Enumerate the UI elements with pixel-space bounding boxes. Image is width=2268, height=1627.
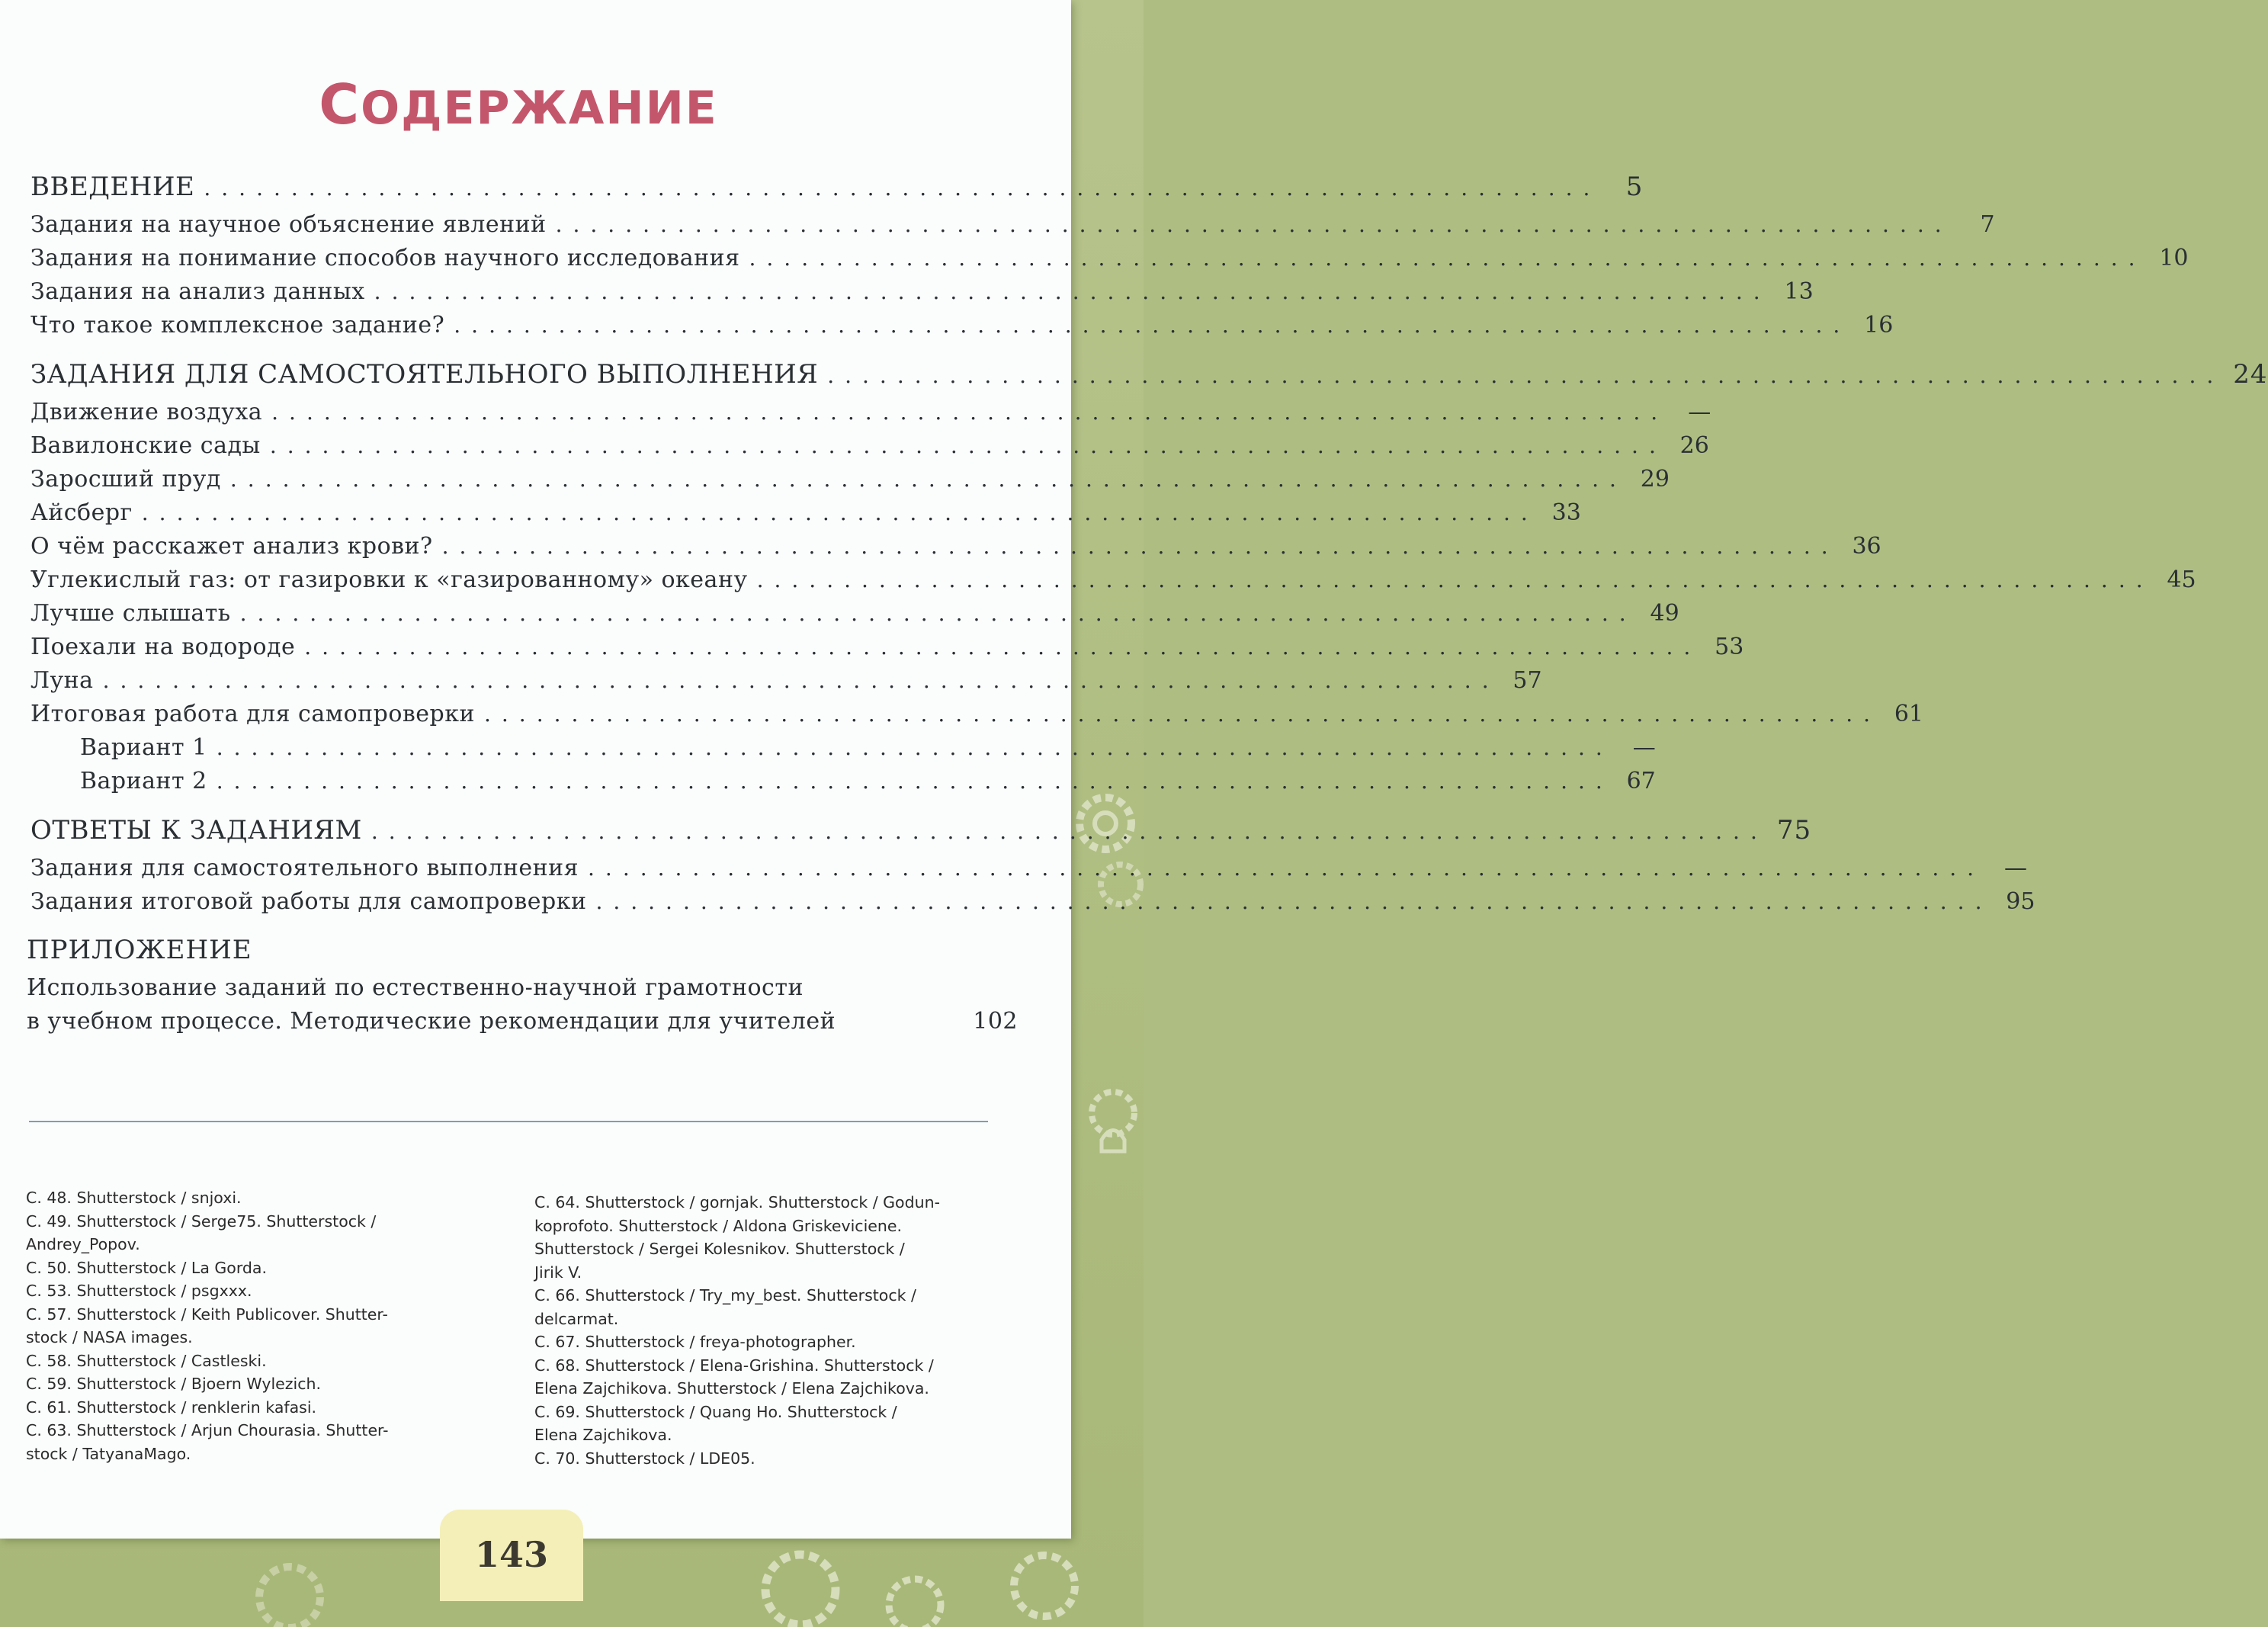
credit-line: С. 70. Shutterstock / LDE05. [534, 1449, 755, 1468]
toc-entry-label: Вариант 1 [80, 734, 207, 761]
credit-line: С. 58. Shutterstock / Castleski. [26, 1351, 267, 1370]
toc-entry-label: Что такое комплексное задание? [30, 312, 445, 339]
appendix-text-line-1: Использование заданий по естественно-научной грамотности [27, 974, 804, 1001]
toc-leader-dots: ................................................................................ [555, 212, 1952, 237]
divider-line [29, 1121, 988, 1122]
toc-entry-label: Движение воздуха [30, 399, 263, 425]
toc-entry-page: 61 [1894, 701, 1924, 727]
toc-entry-page: 10 [2159, 245, 2189, 271]
photo-credits-left [26, 1186, 483, 1465]
toc-entry-page: — [2004, 855, 2028, 881]
toc-leader-dots: ................................................................................ [229, 467, 1627, 492]
toc-entry-page: 24 [2233, 359, 2268, 390]
credit-line: С. 49. Shutterstock / Serge75. Shutterstock / [26, 1211, 377, 1231]
toc-entry-label: ВВЕДЕНИЕ [30, 172, 195, 202]
toc-leader-dots: ................................................................................ [588, 855, 1985, 881]
toc-leader-dots: ................................................................................ [441, 534, 1839, 559]
credit-line: koprofoto. Shutterstock / Aldona Griskeviciene. [534, 1216, 903, 1235]
toc-entry-label: Вавилонские сады [30, 432, 261, 459]
toc-entry [30, 211, 1995, 245]
credit-line: С. 69. Shutterstock / Quang Ho. Shutterstock / [534, 1402, 897, 1421]
toc-entry-page: 16 [1864, 312, 1894, 339]
toc-leader-dots: ................................................................................ [216, 769, 1613, 794]
credit-line: Shutterstock / Sergei Kolesnikov. Shutterstock / [534, 1240, 905, 1258]
credit-line: С. 57. Shutterstock / Keith Publicover. Shutter- [26, 1304, 388, 1324]
toc-entry-page: — [1688, 399, 1711, 425]
toc-entry [30, 566, 2196, 600]
toc-entry-label: Заросший пруд [30, 466, 221, 493]
toc-entry [30, 734, 1656, 768]
toc-entry [30, 855, 2028, 888]
toc-entry-page: 57 [1513, 667, 1542, 694]
credit-line: С. 50. Shutterstock / La Gorda. [26, 1258, 268, 1277]
toc-entry [30, 432, 1709, 466]
toc-entry-label: Задания для самостоятельного выполнения [30, 855, 579, 881]
credit-line: С. 63. Shutterstock / Arjun Chourasia. Shutter- [26, 1421, 389, 1439]
page-title-rest: ОДЕРЖАНИЕ [361, 82, 718, 135]
toc-entry-page: 49 [1650, 600, 1679, 627]
toc-entry [30, 399, 1711, 432]
appendix-section [27, 935, 1018, 1041]
toc-leader-dots: ................................................................................ [595, 889, 1993, 914]
toc-entry [30, 245, 2189, 278]
credit-line: С. 67. Shutterstock / freya-photographer. [534, 1333, 856, 1351]
page-number: 143 [474, 1534, 549, 1575]
toc-entry-page: 36 [1852, 533, 1881, 560]
toc-entry-label: Задания на научное объяснение явлений [30, 211, 547, 238]
toc-leader-dots: ................................................................................ [271, 400, 1669, 425]
toc-leader-dots: ................................................................................ [141, 500, 1538, 525]
page-title: СОДЕРЖАНИЕ [319, 72, 718, 136]
appendix-page-number: 102 [973, 1008, 1018, 1035]
toc-entry [30, 172, 1644, 211]
photo-credits-right [534, 1191, 1022, 1470]
credit-line: С. 64. Shutterstock / gornjak. Shutterstock / Godun- [534, 1193, 940, 1211]
toc-entry [30, 600, 1679, 634]
toc-entry-label: Айсберг [30, 499, 133, 526]
toc-entry [30, 359, 2268, 399]
table-of-contents [30, 172, 2268, 922]
credit-line: С. 53. Shutterstock / psgxxx. [26, 1282, 252, 1300]
credit-line: С. 61. Shutterstock / renklerin kafasi. [26, 1398, 317, 1417]
credit-line: С. 59. Shutterstock / Bjoern Wylezich. [26, 1375, 321, 1393]
toc-entry [30, 466, 1670, 499]
credit-line: Andrey_Popov. [26, 1235, 140, 1253]
toc-entry-label: Задания на анализ данных [30, 278, 365, 305]
toc-entry [30, 815, 1812, 855]
toc-entry-page: 53 [1715, 634, 1744, 660]
credit-line: Elena Zajchikova. Shutterstock / Elena Zajchikova. [534, 1379, 929, 1398]
toc-entry-label: Задания итоговой работы для самопроверки [30, 888, 587, 915]
toc-leader-dots: ................................................................................ [239, 601, 1637, 626]
toc-entry-page: 26 [1679, 432, 1709, 459]
toc-leader-dots: ................................................................................ [269, 433, 1667, 458]
toc-leader-dots: ................................................................................ [374, 279, 1771, 304]
toc-entry-page: 67 [1626, 768, 1656, 794]
toc-entry [30, 278, 1814, 312]
toc-entry [30, 533, 1881, 566]
toc-leader-dots: ................................................................................ [371, 819, 1768, 844]
toc-leader-dots: ................................................................................ [216, 735, 1613, 760]
credit-line: С. 66. Shutterstock / Try_my_best. Shutterstock / [534, 1286, 916, 1304]
toc-entry-label: Луна [30, 667, 94, 694]
toc-leader-dots: ................................................................................ [827, 363, 2225, 388]
appendix-text-line-2: в учебном процессе. Методические рекомендации для учителей [27, 1008, 836, 1035]
credit-line: С. 68. Shutterstock / Elena-Grishina. Shutterstock / [534, 1356, 934, 1375]
toc-entry [30, 888, 2035, 922]
toc-entry-label: Вариант 2 [80, 768, 207, 794]
credit-line: Elena Zajchikova. [534, 1426, 672, 1444]
toc-entry [30, 312, 1894, 345]
toc-entry-label: ЗАДАНИЯ ДЛЯ САМОСТОЯТЕЛЬНОГО ВЫПОЛНЕНИЯ [30, 359, 819, 390]
toc-entry-label: Лучше слышать [30, 600, 231, 627]
toc-entry-page: 95 [2006, 888, 2035, 915]
appendix-line [27, 1008, 1018, 1041]
toc-entry-page: 13 [1784, 278, 1814, 305]
credit-line: Jirik V. [534, 1263, 582, 1282]
toc-entry [30, 768, 1656, 801]
credit-line: stock / TatyanaMago. [26, 1444, 191, 1463]
toc-entry-page: 45 [2167, 566, 2196, 593]
credit-line: stock / NASA images. [26, 1328, 193, 1346]
toc-entry-page: 29 [1640, 466, 1670, 493]
toc-leader-dots: ................................................................................ [484, 701, 1881, 727]
toc-entry-page: 7 [1980, 211, 1995, 238]
toc-leader-dots: ................................................................................ [454, 313, 1851, 338]
toc-entry [30, 667, 1542, 701]
credit-line: delcarmat. [534, 1309, 619, 1328]
toc-leader-dots: ................................................................................ [204, 175, 1601, 201]
toc-entry-page: — [1632, 734, 1656, 761]
toc-entry-label: Итоговая работа для самопроверки [30, 701, 475, 727]
credit-line: С. 48. Shutterstock / snjoxi. [26, 1189, 242, 1207]
toc-entry-label: ОТВЕТЫ К ЗАДАНИЯМ [30, 815, 362, 846]
toc-leader-dots: ................................................................................ [756, 567, 2154, 592]
toc-entry-label: Поехали на водороде [30, 634, 296, 660]
toc-entry [30, 701, 1924, 734]
toc-leader-dots: ................................................................................ [749, 245, 2146, 271]
appendix-line [27, 974, 1018, 1008]
appendix-heading: ПРИЛОЖЕНИЕ [27, 935, 252, 965]
toc-entry-label: О чём расскажет анализ крови? [30, 533, 433, 560]
toc-entry [30, 634, 1744, 667]
toc-entry-page: 5 [1625, 172, 1644, 202]
toc-entry [30, 499, 1581, 533]
toc-entry-label: Углекислый газ: от газировки к «газированному» океану [30, 566, 748, 593]
toc-entry-page: 33 [1551, 499, 1581, 526]
toc-entry-page: 75 [1776, 815, 1812, 846]
toc-entry-label: Задания на понимание способов научного исследования [30, 245, 740, 271]
toc-leader-dots: ................................................................................ [102, 668, 1500, 693]
toc-leader-dots: ................................................................................ [304, 634, 1702, 659]
